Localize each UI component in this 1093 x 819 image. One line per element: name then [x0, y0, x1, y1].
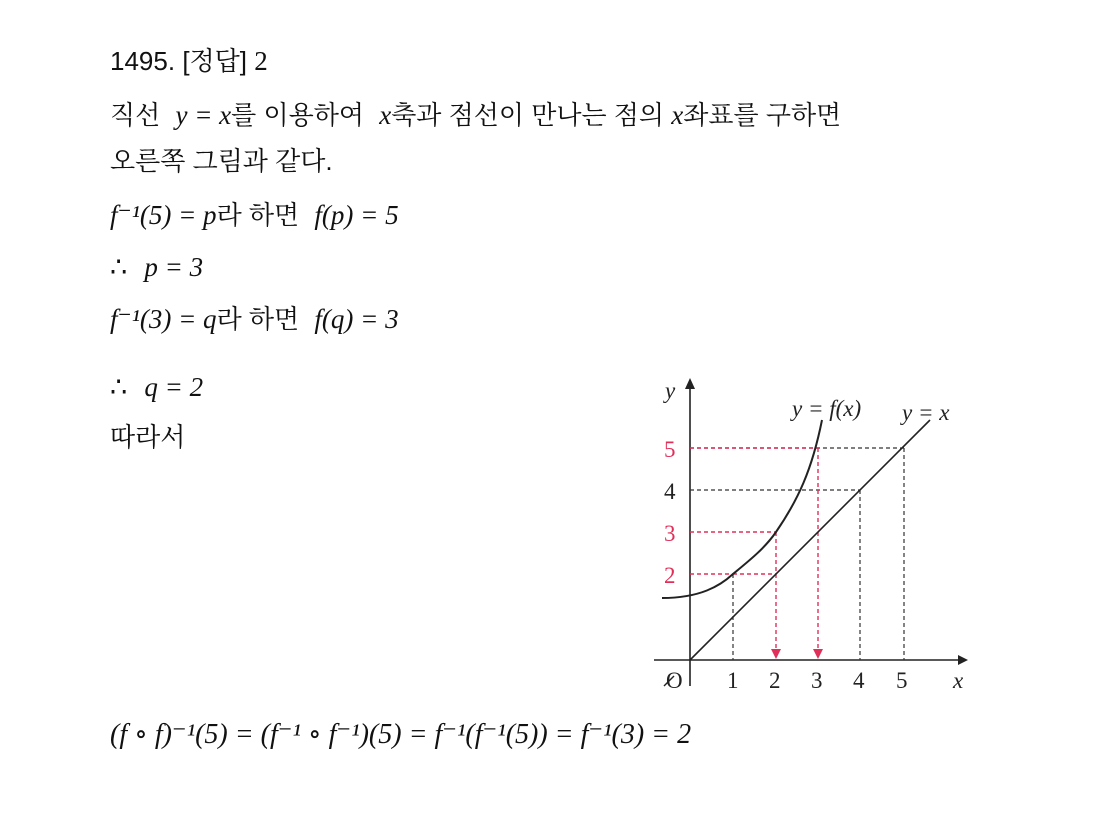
- x-axis-label: x: [953, 668, 964, 693]
- equation-y-equals-x: y = x: [175, 100, 232, 130]
- y-tick-label: 3: [664, 521, 676, 546]
- equation-inverse-5: f⁻¹(5) = p: [110, 200, 217, 230]
- therefore-symbol: ∴: [110, 372, 128, 402]
- answer-label: [정답]: [182, 46, 247, 76]
- y-axis-arrow-icon: [685, 378, 695, 389]
- line-label: y = x: [902, 400, 950, 425]
- solution-line-5: [110, 302, 399, 336]
- solution-line-6: [110, 370, 203, 404]
- therefore-symbol: ∴: [110, 252, 128, 282]
- origin-label: O: [666, 668, 683, 693]
- equation-f-q: f(q) = 3: [314, 304, 399, 334]
- solution-line-4: [110, 250, 203, 284]
- equation-q-result: q = 2: [144, 372, 204, 402]
- text-segment: 라 하면: [216, 304, 300, 334]
- equation-p-result: p = 3: [144, 252, 204, 282]
- solution-line-7: 따라서: [110, 422, 186, 452]
- x-variable: x: [379, 100, 392, 130]
- red-guides: [690, 448, 818, 650]
- curve-y-equals-fx: [662, 420, 822, 598]
- text-segment: 라 하면: [216, 200, 300, 230]
- y-tick-label: 4: [664, 479, 676, 504]
- y-tick-label: 2: [664, 563, 676, 588]
- final-equation: (f ∘ f)⁻¹(5) = (f⁻¹ ∘ f⁻¹)(5) = f⁻¹(f⁻¹(5)) = f⁻¹(3) = 2: [110, 719, 692, 750]
- text-segment: 직선: [110, 100, 161, 130]
- curve-label: y = f(x): [792, 396, 862, 421]
- solution-line-3: [110, 198, 399, 232]
- x-tick-label: 3: [811, 668, 823, 693]
- x-variable: x: [671, 100, 684, 130]
- solution-line-2: 오른쪽 그림과 같다.: [110, 146, 333, 176]
- red-arrow-down-icon: [813, 649, 823, 659]
- x-tick-label: 5: [896, 668, 908, 693]
- x-axis-arrow-icon: [958, 655, 968, 665]
- y-tick-label: 5: [664, 437, 676, 462]
- x-tick-label: 1: [727, 668, 739, 693]
- text-segment: 를 이용하여: [231, 100, 364, 130]
- problem-header: [110, 44, 268, 78]
- answer-value: 2: [254, 46, 268, 76]
- problem-number: 1495.: [110, 46, 176, 76]
- x-tick-label: 4: [853, 668, 865, 693]
- line-y-equals-x: [690, 420, 930, 660]
- solution-line-1: [110, 98, 841, 132]
- text-segment: 좌표를 구하면: [683, 100, 842, 130]
- red-arrow-down-icon: [771, 649, 781, 659]
- equation-f-p: f(p) = 5: [314, 200, 399, 230]
- function-graph: [640, 370, 980, 700]
- equation-inverse-3: f⁻¹(3) = q: [110, 304, 217, 334]
- text-segment: 축과 점선이 만나는 점의: [391, 100, 665, 130]
- y-axis-label: y: [665, 378, 676, 403]
- x-tick-label: 2: [769, 668, 781, 693]
